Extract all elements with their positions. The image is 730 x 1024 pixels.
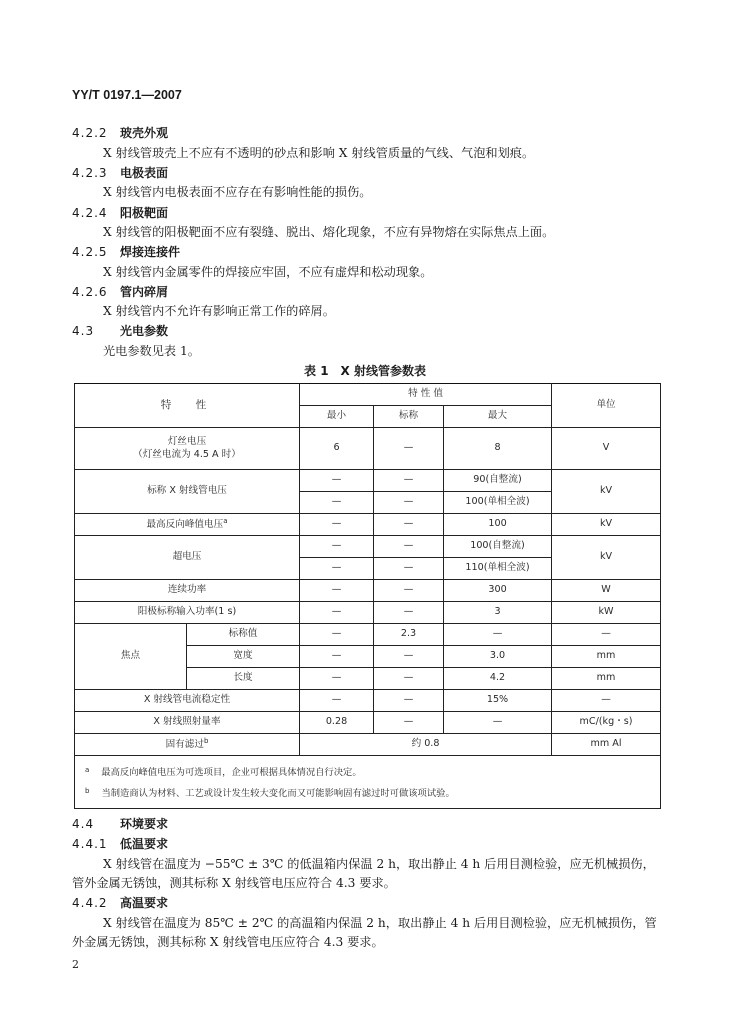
section-text-4-4-2-line2: 外金属无锈蚀，测其标称 X 射线管电压应符合 4.3 要求。 [72, 935, 384, 949]
cell-min: 0.28 [300, 712, 374, 734]
parameters-table [74, 383, 661, 809]
table-row [75, 734, 661, 756]
cell-min: — [300, 580, 374, 602]
cell-nominal: — [374, 690, 444, 712]
section-heading-4-4: 4.4 环境要求 [72, 817, 169, 831]
cell-nominal: — [374, 536, 444, 558]
cell-nominal: — [374, 646, 444, 668]
section-heading-4-2-6: 4.2.6 管内碎屑 [72, 285, 169, 299]
cell-max: 8 [444, 428, 552, 470]
table-row [75, 536, 661, 558]
section-heading-4-3: 4.3 光电参数 [72, 324, 169, 338]
row-label-filament: 灯丝电压 （灯丝电流为 4.5 A 时） [75, 428, 300, 470]
cell-min: — [300, 668, 374, 690]
cell-unit: kV [552, 470, 661, 514]
table-row [75, 580, 661, 602]
section-text-4-4-1-line1: X 射线管在温度为 −55℃ ± 3℃ 的低温箱内保温 2 h，取出静止 4 h 后用目测检验，应无机械损伤， [103, 857, 655, 871]
section-heading-4-2-2: 4.2.2 玻壳外观 [72, 126, 169, 140]
row-sublabel: 标称值 [187, 624, 300, 646]
table-note: $^b$ 当制造商认为材料、工艺或设计发生较大变化而又可能影响固有滤过时可做该项试验。 [85, 787, 455, 799]
row-label-continuous-power: 连续功率 [75, 580, 300, 602]
cell-nominal: — [374, 558, 444, 580]
cell-max: 3 [444, 602, 552, 624]
cell-unit: kV [552, 514, 661, 536]
cell-nominal: — [374, 712, 444, 734]
section-text-4-4-1-line2: 管外金属无锈蚀，测其标称 X 射线管电压应符合 4.3 要求。 [72, 876, 396, 890]
cell-nominal: — [374, 602, 444, 624]
cell-max: 4.2 [444, 668, 552, 690]
cell-unit: mm [552, 668, 661, 690]
table-notes [75, 756, 661, 809]
cell-min: 6 [300, 428, 374, 470]
cell-max: 3.0 [444, 646, 552, 668]
section-text-4-2-4: X 射线管的阳极靶面不应有裂缝、脱出、熔化现象，不应有异物熔在实际焦点上面。 [103, 225, 555, 239]
cell-max: 15% [444, 690, 552, 712]
row-label-inherent-filtration: 固有滤过$^b$ [75, 734, 300, 756]
table-caption-label: 表 1 [304, 364, 329, 378]
section-text-4-2-3: X 射线管内电极表面不应存在有影响性能的损伤。 [103, 185, 372, 199]
cell-unit: mC/(kg・s) [552, 712, 661, 734]
cell-min: — [300, 492, 374, 514]
cell-nominal: 2.3 [374, 624, 444, 646]
row-label-anode-power: 阳极标称输入功率(1 s) [75, 602, 300, 624]
cell-unit: mm [552, 646, 661, 668]
cell-unit: kV [552, 536, 661, 580]
section-text-4-4-2-line1: X 射线管在温度为 85℃ ± 2℃ 的高温箱内保温 2 h，取出静止 4 h 后用目测检验，应无机械损伤，管 [103, 916, 657, 930]
table-row [75, 514, 661, 536]
table-caption [0, 362, 730, 379]
header-unit: 单位 [552, 384, 661, 428]
row-label-current-stability: X 射线管电流稳定性 [75, 690, 300, 712]
cell-nominal: — [374, 470, 444, 492]
row-sublabel: 宽度 [187, 646, 300, 668]
cell-min: — [300, 558, 374, 580]
header-max: 最大 [444, 406, 552, 428]
row-label-peak-voltage: 最高反向峰值电压$^a$ [75, 514, 300, 536]
section-heading-4-4-2: 4.4.2 高温要求 [72, 896, 169, 910]
cell-unit: V [552, 428, 661, 470]
cell-value: 约 0.8 [300, 734, 552, 756]
header-characteristic: 特 性 [75, 384, 300, 428]
cell-min: — [300, 602, 374, 624]
cell-nominal: — [374, 668, 444, 690]
table-row [75, 712, 661, 734]
cell-nominal: — [374, 428, 444, 470]
header-value: 特 性 值 [300, 384, 552, 406]
table-row [75, 624, 661, 646]
cell-max: 100(单相全波) [444, 492, 552, 514]
table-row [75, 602, 661, 624]
cell-min: — [300, 536, 374, 558]
cell-max: — [444, 624, 552, 646]
cell-unit: — [552, 624, 661, 646]
table-row [75, 470, 661, 492]
page-number: 2 [72, 958, 79, 971]
row-label-over-voltage: 超电压 [75, 536, 300, 580]
row-label-exposure-rate: X 射线照射量率 [75, 712, 300, 734]
cell-nominal: — [374, 580, 444, 602]
section-heading-4-2-5: 4.2.5 焊接连接件 [72, 245, 181, 259]
cell-max: 110(单相全波) [444, 558, 552, 580]
header-nominal: 标称 [374, 406, 444, 428]
section-heading-4-2-4: 4.2.4 阳极靶面 [72, 206, 169, 220]
row-label-focal-spot: 焦点 [75, 624, 187, 690]
cell-unit: W [552, 580, 661, 602]
table-row [75, 690, 661, 712]
cell-max: 100(自整流) [444, 536, 552, 558]
cell-unit: kW [552, 602, 661, 624]
row-label-tube-voltage: 标称 X 射线管电压 [75, 470, 300, 514]
cell-unit: — [552, 690, 661, 712]
section-text-4-3: 光电参数见表 1。 [103, 344, 200, 358]
section-heading-4-2-3: 4.2.3 电极表面 [72, 166, 169, 180]
table-note: $^a$ 最高反向峰值电压为可选项目，企业可根据具体情况自行决定。 [85, 766, 362, 778]
cell-min: — [300, 470, 374, 492]
cell-nominal: — [374, 514, 444, 536]
table-caption-title: X 射线管参数表 [340, 364, 426, 378]
cell-min: — [300, 624, 374, 646]
row-sublabel: 长度 [187, 668, 300, 690]
table-row [75, 428, 661, 470]
cell-max: 100 [444, 514, 552, 536]
section-heading-4-4-1: 4.4.1 低温要求 [72, 837, 169, 851]
cell-min: — [300, 690, 374, 712]
cell-max: 300 [444, 580, 552, 602]
standard-code: YY/T 0197.1—2007 [72, 88, 182, 102]
cell-unit: mm Al [552, 734, 661, 756]
section-text-4-2-2: X 射线管玻壳上不应有不透明的砂点和影响 X 射线管质量的气线、气泡和划痕。 [103, 146, 535, 160]
cell-nominal: — [374, 492, 444, 514]
cell-max: — [444, 712, 552, 734]
header-min: 最小 [300, 406, 374, 428]
cell-min: — [300, 646, 374, 668]
cell-max: 90(自整流) [444, 470, 552, 492]
cell-min: — [300, 514, 374, 536]
section-text-4-2-6: X 射线管内不允许有影响正常工作的碎屑。 [103, 304, 335, 318]
section-text-4-2-5: X 射线管内金属零件的焊接应牢固，不应有虚焊和松动现象。 [103, 265, 433, 279]
